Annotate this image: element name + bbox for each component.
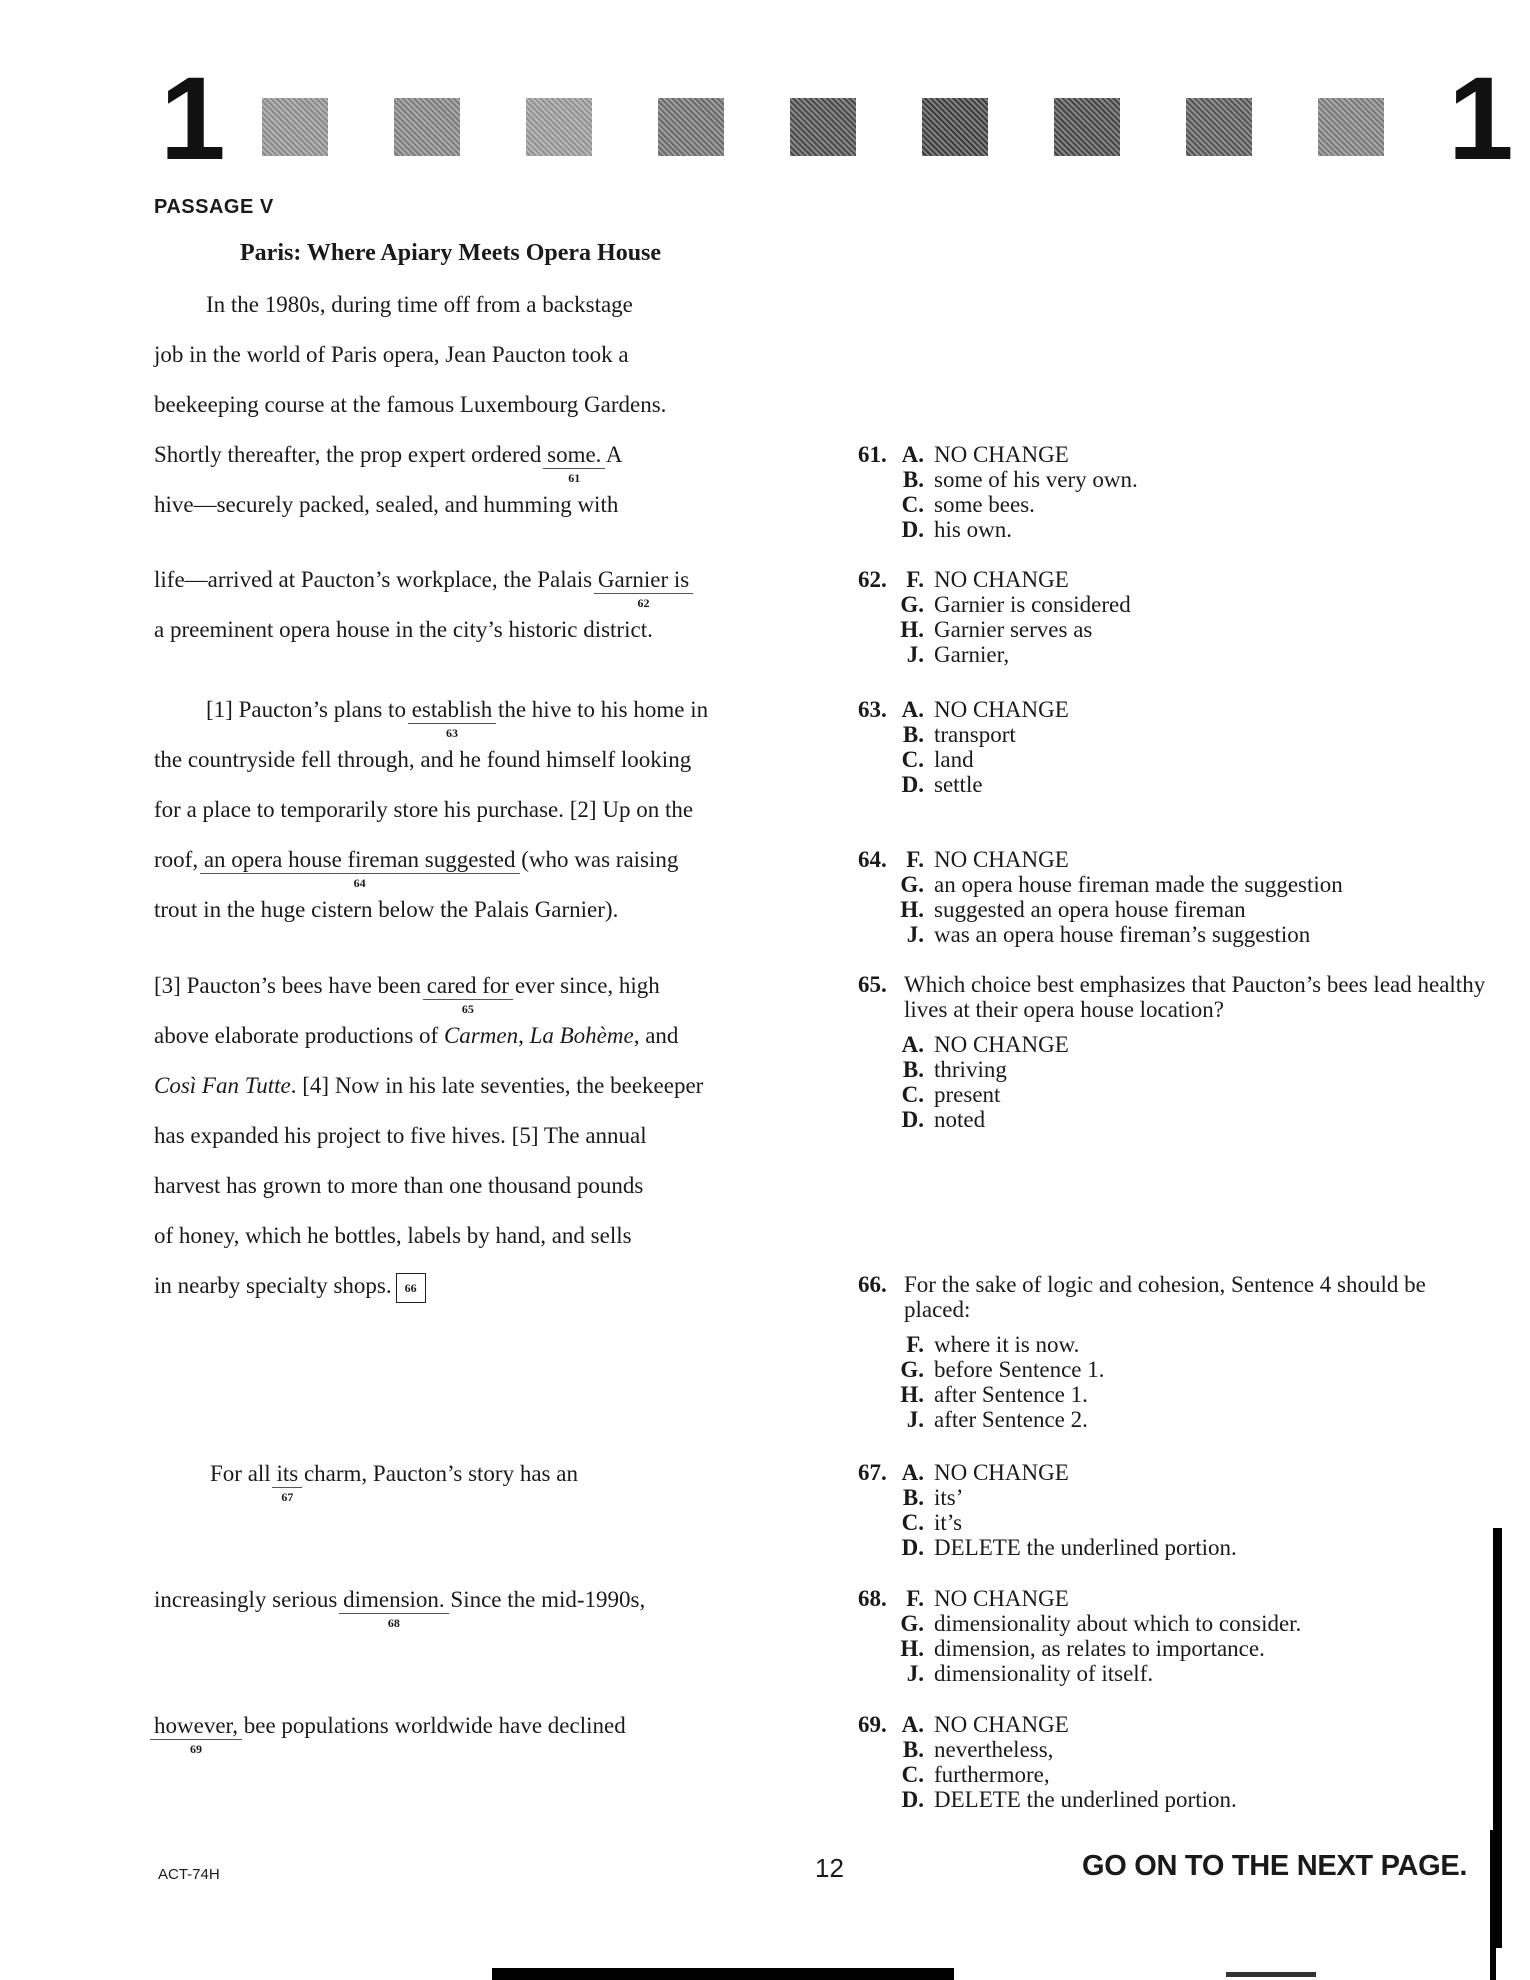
text: Shortly thereafter, the prop expert ordered [154,442,548,467]
underlined-portion-67[interactable] [276,1461,299,1504]
passage-line [154,1072,703,1100]
option-text: DELETE the underlined portion. [934,1787,1237,1812]
option-text: transport [934,722,1016,747]
option-text: after Sentence 2. [934,1407,1088,1432]
text: ever since, high [509,973,660,998]
option-letter: D. [901,1535,924,1560]
option-text: some bees. [934,492,1035,517]
passage-line: for a place to temporarily store his purchase. [2] Up on the [154,797,694,822]
marker-62: 62 [598,597,689,609]
option-letter: A. [901,1460,924,1485]
passage-line [210,1460,578,1504]
test-code: ACT-74H [158,1866,220,1883]
underlined-text: some. [547,442,602,467]
passage-line [154,441,623,485]
shade-block [394,98,460,156]
option-text: its’ [934,1485,964,1510]
option-text: it’s [934,1510,963,1535]
option-text: nevertheless, [934,1737,1054,1762]
passage-line: a preeminent opera house in the city’s historic district. [154,617,653,642]
option-text: NO CHANGE [934,1586,1069,1611]
marker-61: 61 [547,472,601,484]
shade-block [1186,98,1252,156]
passage-line: job in the world of Paris opera, Jean Paucton took a [154,342,629,367]
option-text: where it is now. [934,1332,1080,1357]
passage-line: trout in the huge cistern below the Palais Garnier). [154,897,619,922]
shade-block [1054,98,1120,156]
passage-line [154,972,660,1016]
text: . [4] Now in his late seventies, the beekeeper [290,1073,704,1098]
passage-title: Paris: Where Apiary Meets Opera House [240,240,662,266]
underlined-portion-62[interactable] [597,567,690,610]
text: For all [210,1461,277,1486]
scan-bottom-bar [492,1968,954,1980]
shade-block [526,98,592,156]
option-text: suggested an opera house fireman [934,897,1246,922]
option-letter: F. [906,567,924,592]
marker-67: 67 [276,1491,298,1503]
question-number: 67. [858,1460,887,1485]
text: above elaborate productions of [154,1023,444,1048]
option-letter: D. [901,1787,924,1812]
passage-line [154,1586,646,1630]
underlined-text: its [276,1461,299,1486]
underlined-text: establish [411,697,493,722]
option-letter: A. [901,697,924,722]
header-shade-blocks [262,98,1382,156]
option-text: present [934,1082,1001,1107]
underlined-text: cared for [426,973,510,998]
italic-title: Così Fan Tutte [154,1073,291,1098]
option-text: DELETE the underlined portion. [934,1535,1237,1560]
option-text: was an opera house fireman’s suggestion [934,922,1311,947]
passage-line [154,846,679,890]
passage-line: harvest has grown to more than one thousand pounds [154,1173,644,1198]
question-stem: Which choice best emphasizes that Paucton’s bees lead healthy lives at their opera house location? [904,972,1486,1022]
option-letter: B. [902,722,924,747]
shade-block [658,98,724,156]
question-number: 61. [858,442,887,467]
option-letter: B. [902,1737,924,1762]
option-text: NO CHANGE [934,1712,1069,1737]
question-stem: For the sake of logic and cohesion, Sentence 4 should be placed: [904,1272,1426,1322]
shade-block [922,98,988,156]
option-text: NO CHANGE [934,567,1069,592]
underlined-text: Garnier is [597,567,690,592]
text: life—arrived at Paucton’s workplace, the Palais [154,567,598,592]
option-letter: J. [906,642,924,667]
option-letter: G. [900,1611,924,1636]
option-letter: A. [901,1032,924,1057]
shade-block [262,98,328,156]
option-text: dimensionality about which to consider. [934,1611,1302,1636]
underlined-text: dimension. [343,1587,445,1612]
underlined-portion-68[interactable] [343,1587,445,1630]
passage-line: hive—securely packed, sealed, and humming with [154,492,619,517]
option-text: NO CHANGE [934,1460,1069,1485]
passage-line [206,696,709,740]
shade-block [790,98,856,156]
option-letter: F. [906,1586,924,1611]
underlined-portion-69[interactable] [154,1713,239,1756]
question-number: 64. [858,847,887,872]
option-text: his own. [934,517,1012,542]
option-text: Garnier is considered [934,592,1131,617]
question-number: 65. [858,972,887,997]
option-letter: C. [901,1762,924,1787]
passage-line [154,566,690,610]
option-text: dimensionality of itself. [934,1661,1154,1686]
question-number: 62. [858,567,887,592]
section-number-left: 1 [160,53,226,185]
text: roof, [154,847,204,872]
text: , [518,1023,530,1048]
italic-title: La Bohème [529,1023,634,1048]
option-letter: F. [906,847,924,872]
text: bee populations worldwide have declined [238,1713,626,1738]
option-text: NO CHANGE [934,847,1069,872]
option-text: furthermore, [934,1762,1050,1787]
text: [3] Paucton’s bees have been [154,973,427,998]
question-number: 68. [858,1586,887,1611]
option-text: Garnier, [934,642,1010,667]
passage-line: In the 1980s, during time off from a backstage [206,292,633,317]
passage-label: PASSAGE V [154,196,274,218]
option-letter: C. [901,1510,924,1535]
passage-line: the countryside fell through, and he found himself looking [154,747,692,772]
option-letter: G. [900,872,924,897]
text: A [601,442,623,467]
passage-line: of honey, which he bottles, labels by hand, and sells [154,1223,632,1248]
passage-line: beekeeping course at the famous Luxembourg Gardens. [154,392,667,417]
passage-line [154,1272,426,1303]
option-text: NO CHANGE [934,442,1069,467]
text: Since the mid-1990s, [444,1587,646,1612]
option-letter: F. [906,1332,924,1357]
option-letter: D. [901,517,924,542]
underlined-portion-65[interactable] [426,973,510,1016]
option-text: dimension, as relates to importance. [934,1636,1265,1661]
option-letter: A. [901,1712,924,1737]
section-number-right: 1 [1448,53,1514,185]
option-letter: J. [906,1407,924,1432]
option-letter: H. [900,617,924,642]
underlined-text: an opera house fireman suggested [203,847,516,872]
option-text: after Sentence 1. [934,1382,1088,1407]
option-text: thriving [934,1057,1007,1082]
underlined-portion-64[interactable] [203,847,516,890]
option-text: NO CHANGE [934,697,1069,722]
option-text: Garnier serves as [934,617,1093,642]
option-text: noted [934,1107,986,1132]
marker-63: 63 [412,727,493,739]
option-letter: C. [901,1082,924,1107]
text: in nearby specialty shops. [154,1273,392,1298]
option-letter: H. [900,1636,924,1661]
question-number: 63. [858,697,887,722]
marker-64: 64 [204,877,516,889]
text: charm, Paucton’s story has an [298,1461,578,1486]
option-letter: H. [900,897,924,922]
text: , and [633,1023,679,1048]
shade-block [1318,98,1384,156]
option-letter: B. [902,1057,924,1082]
marker-65: 65 [427,1003,509,1015]
option-letter: C. [901,492,924,517]
passage-line [154,1712,626,1756]
option-letter: D. [901,1107,924,1132]
page-number: 12 [815,1853,844,1883]
option-text: before Sentence 1. [934,1357,1105,1382]
italic-title: Carmen [443,1023,519,1048]
option-text: NO CHANGE [934,1032,1069,1057]
text: [1] Paucton’s plans to [206,697,412,722]
go-on-notice: GO ON TO THE NEXT PAGE. [1082,1850,1468,1882]
question-number: 69. [858,1712,887,1737]
text: increasingly serious [154,1587,344,1612]
text: the hive to his home in [492,697,709,722]
underlined-text: however, [154,1713,239,1738]
marker-69: 69 [154,1743,238,1755]
option-letter: H. [900,1382,924,1407]
option-letter: B. [902,1485,924,1510]
question-number: 66. [858,1272,887,1297]
underlined-portion-61[interactable] [547,442,602,485]
option-letter: G. [900,1357,924,1382]
passage-line: has expanded his project to five hives. [5] The annual [154,1123,647,1148]
passage-line [154,1022,678,1050]
option-letter: C. [901,747,924,772]
option-text: an opera house fireman made the suggestion [934,872,1343,897]
option-letter: J. [906,922,924,947]
option-text: settle [934,772,983,797]
text: (who was raising [515,847,679,872]
scan-bottom-bar [1226,1972,1316,1977]
option-text: some of his very own. [934,467,1138,492]
marker-box-66[interactable]: 66 [396,1273,426,1303]
option-letter: G. [900,592,924,617]
option-text: land [934,747,974,772]
option-letter: B. [902,467,924,492]
option-letter: J. [906,1661,924,1686]
option-letter: A. [901,442,924,467]
marker-68: 68 [343,1617,445,1629]
underlined-portion-63[interactable] [411,697,493,740]
option-letter: D. [901,772,924,797]
scan-edge-bar [1490,1830,1496,1980]
